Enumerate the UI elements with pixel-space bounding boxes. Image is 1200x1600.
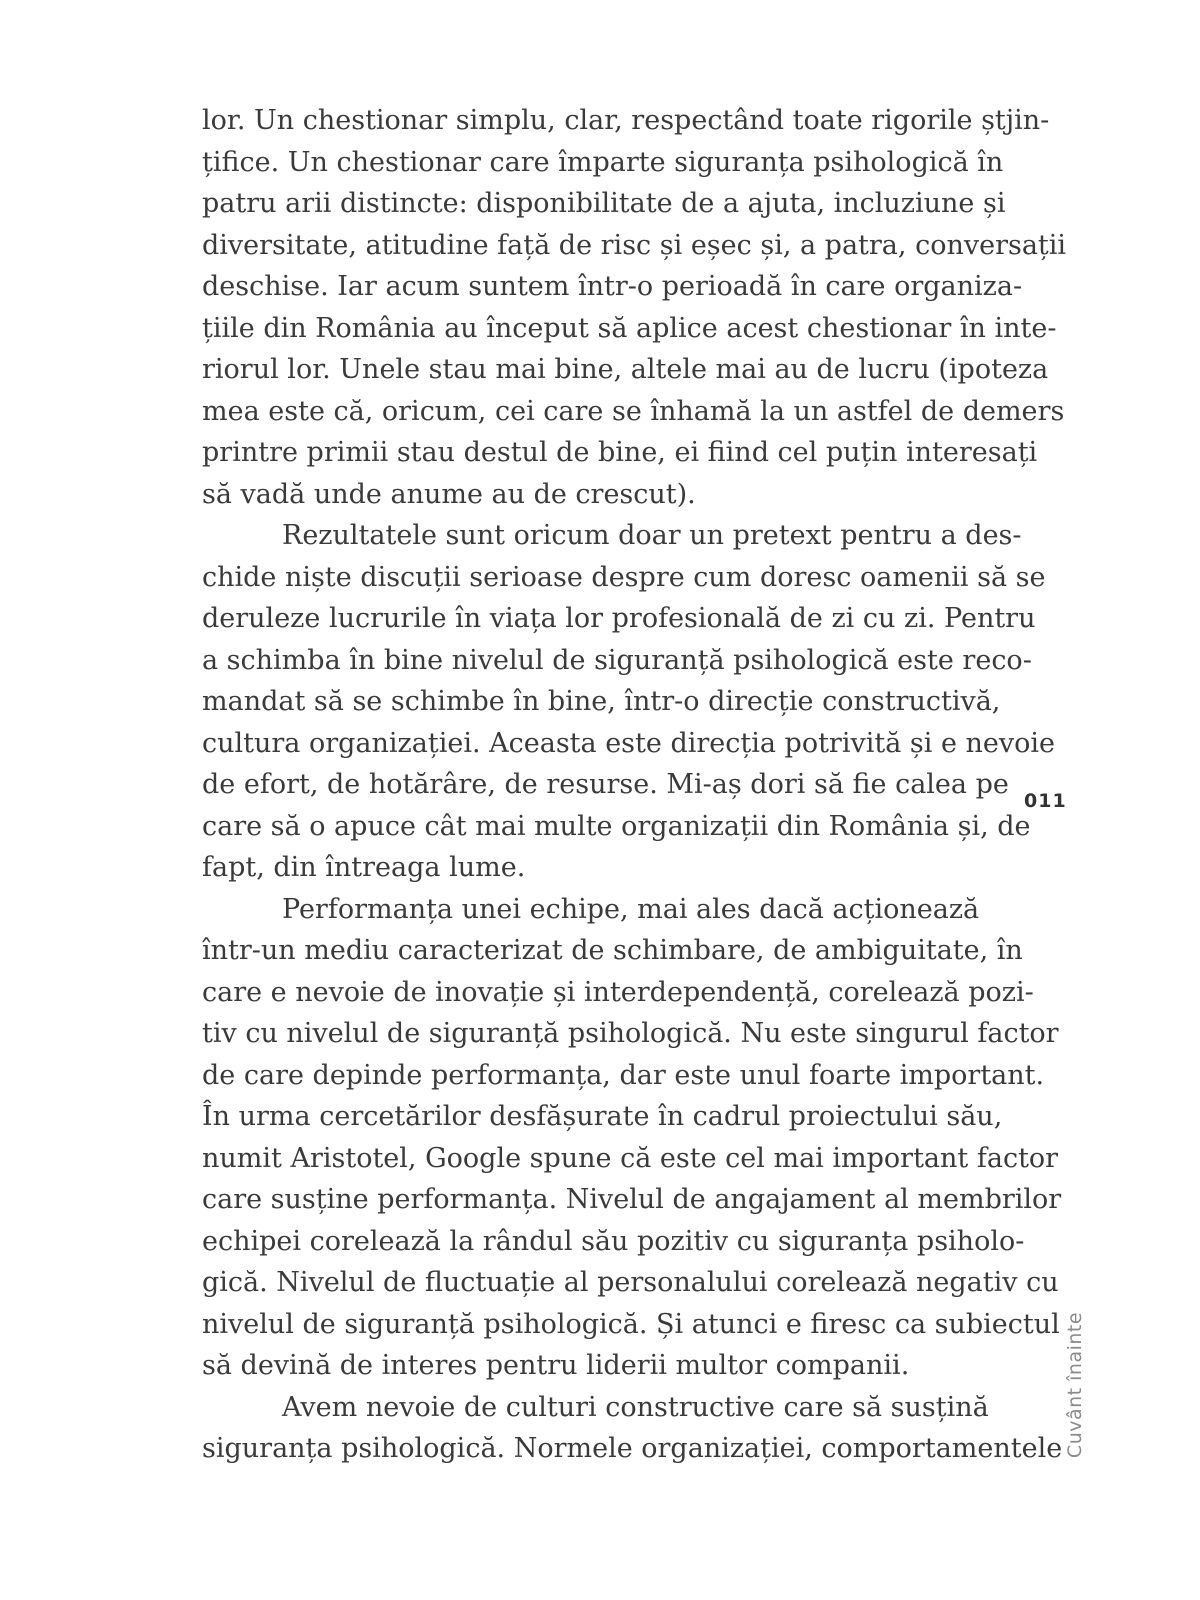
text-line: În urma cercetărilor desfășurate în cadrul proiectului său, <box>202 1101 1003 1132</box>
text-line: a schimba în bine nivelul de siguranță psihologică este reco- <box>202 644 1032 676</box>
text-line: echipei corelează la rândul său pozitiv cu siguranța psiholo- <box>202 1225 1025 1257</box>
text-line: deruleze lucrurile în viața lor profesională de zi cu zi. Pentru <box>202 603 1036 634</box>
text-line: chide niște discuții serioase despre cum doresc oamenii să se <box>202 561 1046 593</box>
text-line: lor. Un chestionar simplu, clar, respectând toate rigorile ștjin- <box>202 105 1050 136</box>
text-line: tiv cu nivelul de siguranță psihologică. Nu este singurul factor <box>202 1018 1059 1049</box>
text-line: gică. Nivelul de fluctuație al personalului corelează negativ cu <box>202 1267 1059 1298</box>
text-line: printre primii stau destul de bine, ei fiind cel puțin interesați <box>202 437 1038 468</box>
paragraph-first-line: Rezultatele sunt oricum doar un pretext pentru a des- <box>282 520 1022 551</box>
text-line: care să o apuce cât mai multe organizații din România și, de <box>202 810 1031 842</box>
text-line: țifice. Un chestionar care împarte siguranța psihologică în <box>202 146 1004 178</box>
text-line: țiile din România au început să aplice acest chestionar în inte- <box>202 312 1057 344</box>
text-line: riorul lor. Unele stau mai bine, altele mai au de lucru (ipoteza <box>202 354 1049 385</box>
text-line: cultura organizației. Aceasta este direcția potrivită și e nevoie <box>202 727 1056 759</box>
paragraph-first-line: Avem nevoie de culturi constructive care să susțină <box>282 1391 989 1423</box>
text-line: mandat să se schimbe în bine, într-o direcție constructivă, <box>202 686 1001 717</box>
text-line: diversitate, atitudine față de risc și eșec și, a patra, conversații <box>202 229 1067 261</box>
text-line: de care depinde performanța, dar este unul foarte important. <box>202 1059 1045 1091</box>
text-line: fapt, din întreaga lume. <box>202 852 526 883</box>
paragraph-first-line: Performanța unei echipe, mai ales dacă acționează <box>282 893 980 925</box>
text-line: care susține performanța. Nivelul de angajament al membrilor <box>202 1184 1062 1215</box>
text-line: care e nevoie de inovație și interdependență, corelează pozi- <box>202 976 1034 1008</box>
text-line: nivelul de siguranță psihologică. Și atunci e firesc ca subiectul <box>202 1308 1060 1340</box>
text-line: patru arii distincte: disponibilitate de a ajuta, incluziune și <box>202 188 1006 219</box>
page-number: 011 <box>1024 790 1067 812</box>
text-line: numit Aristotel, Google spune că este cel mai important factor <box>202 1142 1059 1174</box>
text-line: deschise. Iar acum suntem într-o perioadă în care organiza- <box>202 271 1023 302</box>
text-line: să devină de interes pentru liderii multor companii. <box>202 1350 910 1381</box>
text-line: de efort, de hotărâre, de resurse. Mi-aș dori să fie calea pe <box>202 769 1009 800</box>
text-line: mea este că, oricum, cei care se înhamă la un astfel de demers <box>202 395 1065 427</box>
running-head: Cuvânt înainte <box>1064 1311 1086 1459</box>
text-line: într-un mediu caracterizat de schimbare, de ambiguitate, în <box>202 935 1023 966</box>
text-line: să vadă unde anume au de crescut). <box>202 478 696 510</box>
text-line: siguranța psihologică. Normele organizației, comportamentele <box>202 1433 1063 1464</box>
